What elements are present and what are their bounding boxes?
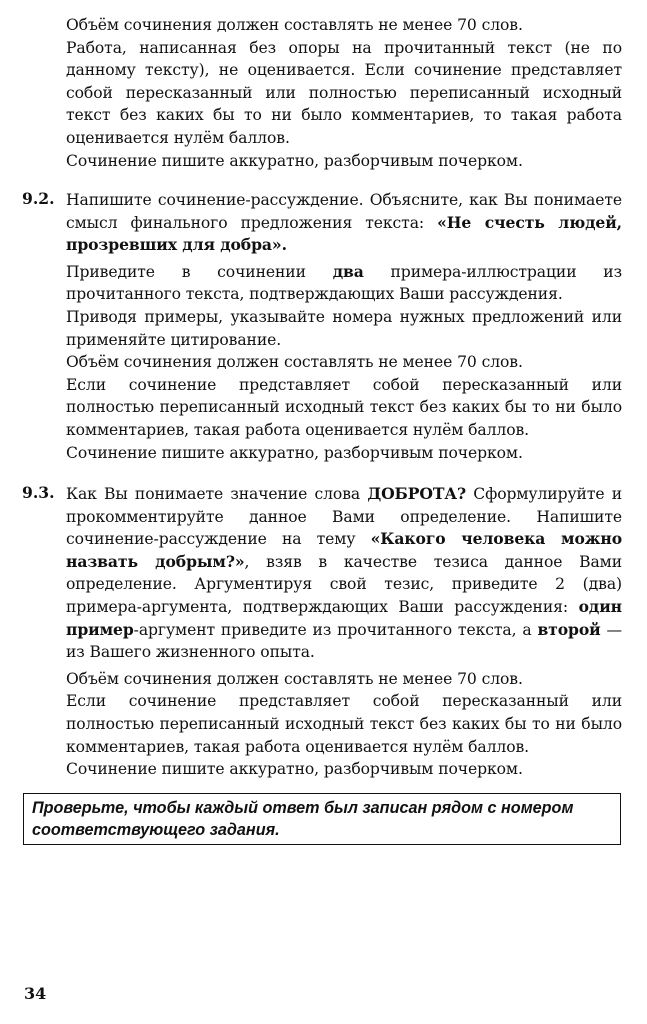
task-9-2-instr-1-a: Приведите в сочинении [66, 262, 333, 281]
intro-instructions [66, 14, 622, 172]
task-9-2-instruction-1 [66, 261, 622, 306]
task-9-3-instruction-3: Сочинение пишите аккуратно, разборчивым почерком. [66, 760, 523, 779]
task-9-3-keyword: ДОБРОТА? [367, 484, 467, 503]
intro-line-2: Работа, написанная без опоры на прочитанный текст (не по данному тексту), не оценивается. Если сочинение представляет собой пересказанный или полностью переписанный исходный текст без каких бы то ни было комментариев, то такая работа оценивается нулём баллов. [66, 38, 622, 147]
task-9-3 [66, 483, 622, 781]
task-9-2-instr-1-bold: два [332, 261, 364, 281]
task-9-3-p1-e: — из Вашего жизненного опыта. [66, 620, 622, 662]
task-9-3-number: 9.3. [22, 483, 55, 502]
reminder-text: Проверьте, чтобы каждый ответ был записан рядом с номером соответствующего задания. [32, 799, 574, 839]
intro-line-3: Сочинение пишите аккуратно, разборчивым почерком. [66, 151, 523, 170]
task-9-3-p1-a: Как Вы понимаете значение слова [66, 485, 368, 503]
task-9-2-instruction-4: Если сочинение представляет собой пересказанный или полностью переписанный исходный текст без каких бы то ни было комментариев, такая работа оценивается нулём баллов. [66, 375, 622, 439]
task-9-3-p1-c: , взяв в качестве тезиса данное Вами определение. Аргументируя свой тезис, приведите 2 (два) примера-аргумента, подтверждающих Ваши рассуждения: [66, 552, 622, 616]
task-9-3-instruction-2: Если сочинение представляет собой пересказанный или полностью переписанный исходный текст без каких бы то ни было комментариев, такая работа оценивается нулём баллов. [66, 692, 622, 756]
task-9-3-p1-d: -аргумент приведите из прочитанного текста, а [133, 620, 538, 639]
task-9-3-p1-b: Сформулируйте и прокомментируйте данное Вами определение. Напишите сочинение-рассуждение на тему [66, 485, 622, 549]
task-9-2-instruction-3: Объём сочинения должен составлять не менее 70 слов. [66, 353, 523, 372]
task-9-2-prompt [66, 189, 622, 257]
task-9-3-theme: «Какого человека можно назвать добрым?» [66, 529, 623, 571]
task-9-2-number: 9.2. [22, 189, 55, 208]
task-9-3-prompt [66, 483, 622, 664]
task-9-3-second: второй [537, 619, 601, 639]
task-9-2-instruction-5: Сочинение пишите аккуратно, разборчивым почерком. [66, 443, 523, 462]
task-9-2 [66, 189, 622, 464]
intro-line-1: Объём сочинения должен составлять не менее 70 слов. [66, 16, 523, 34]
page-number: 34 [24, 984, 47, 1003]
task-9-2-instr-1-c: примера-иллюстрации из прочитанного текста, подтверждающих Ваши рассуждения. [66, 262, 622, 304]
task-9-3-instruction-1: Объём сочинения должен составлять не менее 70 слов. [66, 669, 523, 688]
task-9-2-prompt-text: Напишите сочинение-рассуждение. Объясните, как Вы понимаете смысл финального предложения текста: [66, 191, 622, 232]
reminder-box [23, 793, 621, 845]
task-9-2-instruction-2: Приводя примеры, указывайте номера нужных предложений или применяйте цитирование. [66, 307, 622, 349]
task-9-2-quote: «Не счесть людей, прозревших для добра». [66, 212, 622, 255]
task-9-3-one-example: один пример [66, 596, 622, 639]
